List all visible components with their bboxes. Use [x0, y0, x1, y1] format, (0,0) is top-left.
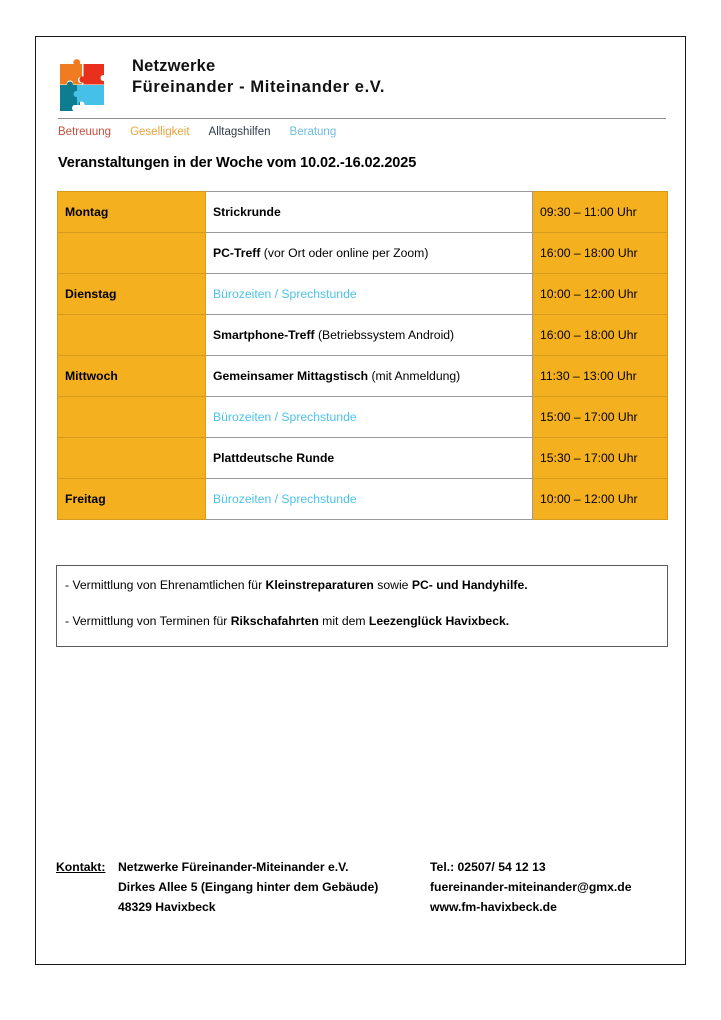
letterhead	[58, 56, 668, 118]
schedule-row	[58, 192, 668, 233]
organization-name	[132, 56, 385, 98]
schedule-event-cell	[206, 315, 533, 356]
header-divider	[58, 118, 666, 119]
service-note-segment: Kleinstreparaturen	[265, 578, 374, 592]
schedule-time-cell: 15:30 – 17:00 Uhr	[533, 438, 668, 479]
service-note-segment: sowie	[373, 578, 412, 592]
schedule-event-title: Bürozeiten / Sprechstunde	[213, 287, 357, 301]
contact-row	[56, 857, 671, 877]
schedule-event-title: Plattdeutsche Runde	[213, 451, 335, 465]
schedule-day-cell: Dienstag	[58, 274, 206, 315]
contact-block	[56, 857, 671, 917]
document-page	[35, 36, 686, 965]
contact-email[interactable]: fuereinander-miteinander@gmx.de	[430, 880, 632, 894]
schedule-row	[58, 315, 668, 356]
service-nav	[58, 123, 355, 141]
schedule-event-cell	[206, 192, 533, 233]
schedule-event-title: Strickrunde	[213, 205, 281, 219]
schedule-row	[58, 233, 668, 274]
schedule-event-cell	[206, 274, 533, 315]
contact-phone: Tel.: 02507/ 54 12 13	[430, 860, 546, 874]
schedule-time-cell: 16:00 – 18:00 Uhr	[533, 315, 668, 356]
service-note-segment: - Vermittlung von Terminen für	[65, 614, 231, 628]
contact-row	[56, 897, 671, 917]
contact-address-line: Dirkes Allee 5 (Eingang hinter dem Gebäude)	[118, 880, 379, 894]
schedule-day-cell	[58, 315, 206, 356]
schedule-row	[58, 274, 668, 315]
schedule-time-cell: 16:00 – 18:00 Uhr	[533, 233, 668, 274]
services-notes-box	[56, 565, 668, 647]
schedule-day-cell: Freitag	[58, 479, 206, 520]
contact-label-spacer	[56, 877, 118, 897]
schedule-event-title: Gemeinsamer Mittagstisch	[213, 369, 369, 383]
service-note-segment: Leezenglück Havixbeck.	[368, 614, 510, 628]
schedule-event-title: Smartphone-Treff	[213, 328, 315, 342]
service-note-segment: mit dem	[318, 614, 369, 628]
puzzle-logo-icon	[58, 58, 108, 112]
schedule-event-cell	[206, 438, 533, 479]
schedule-event-cell	[206, 479, 533, 520]
schedule-event-detail: (mit Anmeldung)	[368, 369, 461, 383]
schedule-time-cell: 09:30 – 11:00 Uhr	[533, 192, 668, 233]
organization-name-line2: Füreinander - Miteinander e.V.	[132, 78, 386, 96]
schedule-event-detail: (Betriebssystem Android)	[314, 328, 455, 342]
service-note-segment: - Vermittlung von Ehrenamtlichen für	[65, 578, 266, 592]
contact-row	[56, 877, 671, 897]
schedule-table	[57, 191, 668, 520]
nav-item-betreuung[interactable]: Betreuung	[58, 126, 112, 138]
service-note	[65, 613, 659, 629]
schedule-day-cell	[58, 438, 206, 479]
nav-item-geselligkeit[interactable]: Geselligkeit	[130, 126, 190, 138]
contact-website[interactable]: www.fm-havixbeck.de	[430, 900, 557, 914]
schedule-row	[58, 356, 668, 397]
schedule-day-cell: Montag	[58, 192, 206, 233]
schedule-time-cell: 11:30 – 13:00 Uhr	[533, 356, 668, 397]
schedule-event-cell	[206, 397, 533, 438]
nav-item-alltagshilfen[interactable]: Alltagshilfen	[208, 126, 271, 138]
schedule-time-cell: 15:00 – 17:00 Uhr	[533, 397, 668, 438]
service-note-segment: PC- und Handyhilfe.	[411, 578, 528, 592]
contact-label-spacer	[56, 897, 118, 917]
schedule-time-cell: 10:00 – 12:00 Uhr	[533, 479, 668, 520]
organization-name-line1: Netzwerke	[132, 57, 216, 75]
schedule-event-cell	[206, 233, 533, 274]
schedule-day-cell	[58, 397, 206, 438]
schedule-row	[58, 479, 668, 520]
schedule-event-title: Bürozeiten / Sprechstunde	[213, 492, 357, 506]
schedule-event-title: PC-Treff	[213, 246, 261, 260]
schedule-row	[58, 438, 668, 479]
page-title: Veranstaltungen in der Woche vom 10.02.-16.02.2025	[58, 155, 417, 171]
schedule-event-cell	[206, 356, 533, 397]
contact-address-line: Netzwerke Füreinander-Miteinander e.V.	[118, 860, 349, 874]
schedule-day-cell	[58, 233, 206, 274]
schedule-event-title: Bürozeiten / Sprechstunde	[213, 410, 357, 424]
service-note	[65, 577, 659, 593]
contact-address-line: 48329 Havixbeck	[118, 900, 216, 914]
service-note-segment: Rikschafahrten	[230, 614, 319, 628]
schedule-time-cell: 10:00 – 12:00 Uhr	[533, 274, 668, 315]
schedule-day-cell: Mittwoch	[58, 356, 206, 397]
schedule-table-body	[58, 192, 668, 520]
contact-label: Kontakt:	[56, 860, 106, 874]
schedule-event-detail: (vor Ort oder online per Zoom)	[260, 246, 429, 260]
nav-item-beratung[interactable]: Beratung	[289, 126, 337, 138]
schedule-row	[58, 397, 668, 438]
